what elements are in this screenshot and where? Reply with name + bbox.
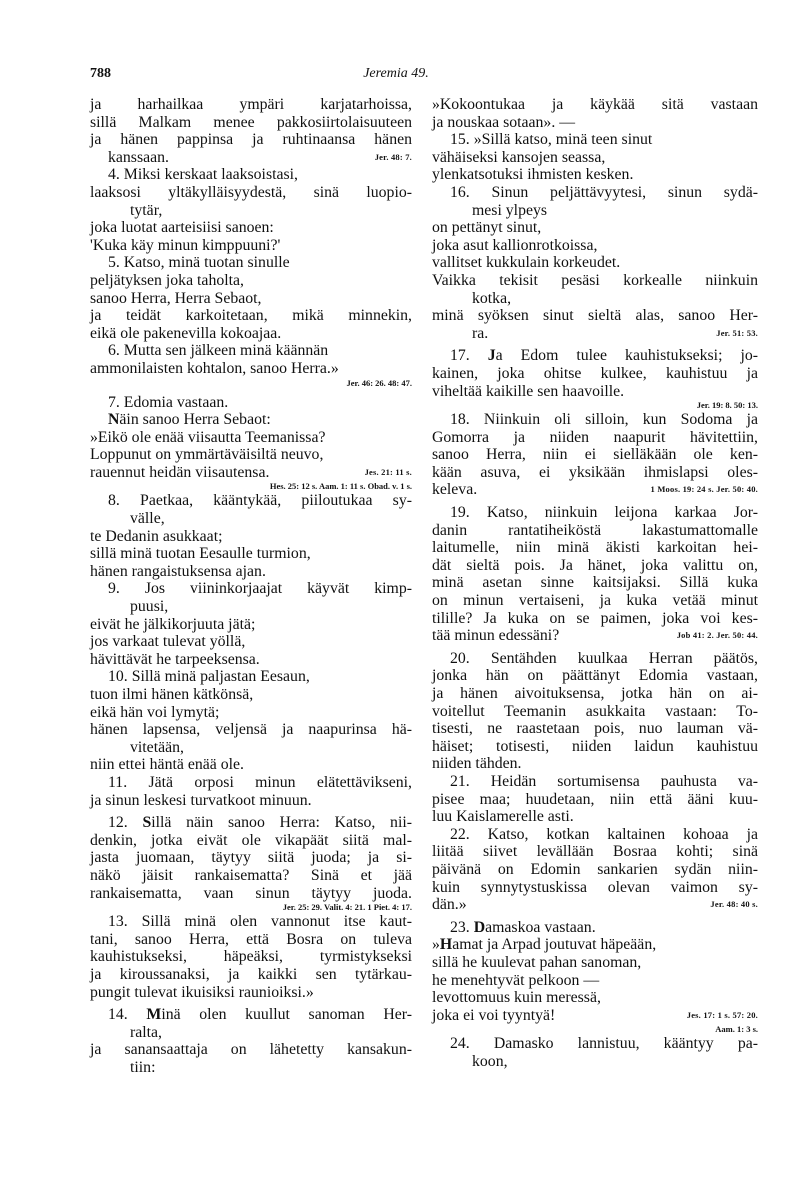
text-line bbox=[432, 896, 758, 914]
line-text: hänen lapsensa, veljensä ja naapurinsa hä- bbox=[90, 721, 412, 739]
text-line bbox=[90, 948, 412, 966]
line-text: laaksosi yltäkylläisyydestä, sinä luopio- bbox=[90, 183, 412, 201]
cross-reference: Jer. 25: 29. Valit. 4: 21. 1 Piet. 4: 17. bbox=[282, 902, 412, 913]
text-line bbox=[432, 522, 758, 540]
line-text: tisesti, ne raastetaan pois, nuo lauman vä- bbox=[432, 720, 758, 738]
line-text: voitellut Teemanin asukkaita vastaan: To- bbox=[432, 702, 758, 720]
line-text: koon, bbox=[472, 1052, 508, 1070]
text-line bbox=[90, 166, 412, 184]
text-line bbox=[432, 411, 758, 429]
text-line bbox=[432, 307, 758, 325]
text-line bbox=[90, 96, 412, 114]
text-line bbox=[90, 446, 412, 464]
line-text: 6. Mutta sen jälkeen minä käännän bbox=[108, 342, 329, 360]
text-line bbox=[432, 954, 758, 972]
line-text: 23. Damaskoa vastaan. bbox=[450, 918, 596, 936]
text-line bbox=[90, 492, 412, 510]
text-line bbox=[432, 808, 758, 826]
text-line bbox=[90, 721, 412, 739]
cross-reference: Job 41: 2. Jer. 50: 44. bbox=[676, 630, 758, 641]
text-line bbox=[432, 773, 758, 791]
cross-reference: Jer. 46: 26. 48: 47. bbox=[346, 377, 412, 388]
text-line bbox=[432, 989, 758, 1007]
text-line bbox=[432, 972, 758, 990]
text-line bbox=[90, 464, 412, 482]
line-text: dät sieltä pois. Ja hänet, joka valittu on, bbox=[432, 556, 758, 574]
text-line bbox=[432, 481, 758, 499]
text-line bbox=[90, 219, 412, 237]
text-line bbox=[432, 254, 758, 272]
line-text: Näin sanoo Herra Sebaot: bbox=[108, 411, 271, 429]
cross-reference: Jer. 51: 53. bbox=[716, 327, 758, 338]
text-line bbox=[432, 574, 758, 592]
line-text: joka asut kallionrotkoissa, bbox=[432, 236, 598, 254]
text-line bbox=[432, 429, 758, 447]
text-line bbox=[90, 580, 412, 598]
line-text: sillä he kuulevat pahan sanoman, bbox=[432, 953, 642, 971]
text-line bbox=[90, 563, 412, 581]
line-text: rauennut heidän viisautensa. bbox=[90, 463, 270, 481]
line-text: sillä Malkam menee pakkosiirtolaisuuteen bbox=[90, 113, 412, 131]
text-line bbox=[432, 347, 758, 365]
line-text: 14. Minä olen kuullut sanoman Her- bbox=[108, 1006, 412, 1024]
text-line bbox=[90, 913, 412, 931]
cross-reference: Hes. 25: 12 s. Aam. 1: 11 s. Obad. v. 1 s. bbox=[269, 481, 412, 492]
line-text: 21. Heidän sortumisensa pauhusta va- bbox=[450, 772, 758, 790]
line-text: Gomorra ja niiden naapurit hävitettiin, bbox=[432, 428, 758, 446]
line-text: päivänä on Edomin sankarien sydän niin- bbox=[432, 860, 758, 878]
line-text: on minun vertaiseni, ja kuka vetää minut bbox=[432, 592, 758, 610]
line-text: tytär, bbox=[130, 201, 163, 219]
text-line bbox=[90, 254, 412, 272]
line-text: ja sanansaattaja on lähetetty kansakun- bbox=[90, 1041, 412, 1059]
text-line bbox=[432, 826, 758, 844]
text-line bbox=[432, 166, 758, 184]
text-line bbox=[90, 545, 412, 563]
line-text: kotka, bbox=[472, 289, 512, 307]
running-header bbox=[0, 66, 792, 88]
cross-reference: 1 Moos. 19: 24 s. Jer. 50: 40. bbox=[650, 484, 758, 495]
line-text: ja sinun leskesi turvatkoot minuun. bbox=[90, 791, 312, 809]
line-text: Vaikka tekisit pesäsi korkealle niinkuin bbox=[432, 271, 758, 289]
line-text: ja hänen aivoituksensa, jotka hän on ai- bbox=[432, 685, 758, 702]
line-text: 11. Jätä orposi minun elätettävikseni, bbox=[108, 773, 412, 791]
text-line bbox=[432, 114, 758, 132]
text-line bbox=[432, 383, 758, 401]
text-line bbox=[90, 885, 412, 903]
line-text: minä asetan sinne kaitsijaksi. Sillä kuka bbox=[432, 574, 758, 592]
line-text: 5. Katso, minä tuotan sinulle bbox=[108, 254, 290, 272]
text-line bbox=[90, 616, 412, 634]
text-line bbox=[432, 504, 758, 522]
text-line bbox=[90, 756, 412, 774]
line-text: te Dedanin asukkaat; bbox=[90, 527, 223, 545]
text-line bbox=[432, 843, 758, 861]
text-line bbox=[432, 738, 758, 756]
text-line bbox=[432, 131, 758, 149]
text-line bbox=[90, 237, 412, 255]
line-text: 8. Paetkaa, kääntykää, piiloutukaa sy- bbox=[108, 492, 412, 510]
text-line bbox=[432, 539, 758, 557]
text-line bbox=[432, 1007, 758, 1025]
line-text: eivät he jälkikorjuuta jätä; bbox=[90, 615, 256, 633]
line-text: 18. Niinkuin oli silloin, kun Sodoma ja bbox=[450, 411, 758, 429]
line-text: tiin: bbox=[130, 1058, 156, 1076]
line-text: 17. Ja Edom tulee kauhistukseksi; jo- bbox=[450, 347, 758, 365]
text-line bbox=[432, 464, 758, 482]
line-text: puusi, bbox=[130, 598, 169, 616]
line-text: näkö jäisit rankaisematta? Sinä et jää bbox=[90, 866, 412, 884]
line-text: pungit tulevat ikuisiksi raunioiksi.» bbox=[90, 983, 314, 1001]
line-text: jasta juomaan, täytyy siitä juoda; ja si- bbox=[90, 849, 412, 867]
text-line bbox=[432, 685, 758, 703]
line-text: kauhistukseksi, häpeäksi, tyrmistykseksi bbox=[90, 948, 412, 966]
text-line bbox=[90, 792, 412, 810]
cross-reference: Jes. 21: 11 s. bbox=[364, 466, 412, 477]
line-text: Loppunut on ymmärtäväisiltä neuvo, bbox=[90, 446, 324, 464]
right-column bbox=[432, 96, 758, 1070]
line-text: jos varkaat tulevat yöllä, bbox=[90, 633, 246, 651]
text-line bbox=[90, 1059, 412, 1077]
text-line bbox=[90, 429, 412, 447]
line-text: sanoo Herra, Herra Sebaot, bbox=[90, 289, 262, 307]
line-text: tilille? Ja kuka on se paimen, joka voi kes- bbox=[432, 609, 758, 627]
line-text: ja hänen pappinsa ja ruhtinaansa hänen bbox=[90, 131, 412, 149]
line-text: jonka hän on päättänyt Edomia vastaan, bbox=[432, 667, 758, 685]
text-line bbox=[432, 237, 758, 255]
text-line bbox=[432, 325, 758, 343]
text-line bbox=[90, 325, 412, 343]
text-line bbox=[90, 510, 412, 528]
line-text: kuin synnytystuskissa olevan vaimon sy- bbox=[432, 878, 758, 896]
text-line bbox=[432, 184, 758, 202]
line-text: mesi ylpeys bbox=[472, 201, 548, 219]
line-text: »Eikö ole enää viisautta Teemanissa? bbox=[90, 428, 326, 446]
left-column bbox=[90, 96, 412, 1076]
text-line bbox=[90, 633, 412, 651]
line-text: ja kiroussanaksi, ja kaikki sen tytärkau- bbox=[90, 965, 412, 983]
text-line bbox=[90, 598, 412, 616]
text-line bbox=[432, 650, 758, 668]
text-line bbox=[90, 931, 412, 949]
line-text: denkin, jotka eivät ole vikapäät siitä mal- bbox=[90, 831, 412, 849]
text-line bbox=[90, 1041, 412, 1059]
text-line bbox=[90, 814, 412, 832]
text-line bbox=[90, 394, 412, 412]
line-text: 24. Damasko lannistuu, kääntyy pa- bbox=[450, 1035, 758, 1053]
page-number: 788 bbox=[90, 66, 111, 81]
line-text: kainen, joka ohitse kulkee, kauhistuu ja bbox=[432, 364, 758, 382]
text-line bbox=[90, 867, 412, 885]
text-line bbox=[90, 202, 412, 220]
line-text: liitää siivet levällään Bosraa kohti; sinä bbox=[432, 843, 758, 861]
text-line bbox=[432, 96, 758, 114]
line-text: 9. Jos viininkorjaajat käyvät kimp- bbox=[108, 580, 412, 598]
line-text: 22. Katso, kotkan kaltainen kohoaa ja bbox=[450, 825, 758, 843]
text-line bbox=[90, 651, 412, 669]
text-line bbox=[432, 879, 758, 897]
line-text: eikä hän voi lymytä; bbox=[90, 703, 220, 721]
line-text: joka ei voi tyyntyä! bbox=[432, 1006, 556, 1024]
text-line bbox=[90, 131, 412, 149]
line-text: niin ettei häntä enää ole. bbox=[90, 756, 244, 774]
line-text: rankaisematta, vaan sinun täytyy juoda. bbox=[90, 884, 412, 902]
text-line bbox=[432, 791, 758, 809]
line-text: pisee maa; huudetaan, niin että ääni kuu- bbox=[432, 790, 758, 808]
line-text: 20. Sentähden kuulkaa Herran päätös, bbox=[450, 649, 758, 667]
line-text: danin rantatiheiköstä lakastumattomalle bbox=[432, 521, 758, 539]
text-line bbox=[90, 668, 412, 686]
line-text: levottomuus kuin meressä, bbox=[432, 989, 601, 1007]
text-line bbox=[432, 219, 758, 237]
text-line bbox=[90, 1006, 412, 1024]
text-line bbox=[432, 610, 758, 628]
line-text: vitetään, bbox=[130, 738, 184, 756]
text-line bbox=[90, 704, 412, 722]
line-text: ja nouskaa sotaan». — bbox=[432, 113, 576, 131]
text-line bbox=[90, 360, 412, 378]
text-line bbox=[432, 290, 758, 308]
text-line bbox=[432, 627, 758, 645]
text-line bbox=[432, 936, 758, 954]
line-text: välle, bbox=[130, 510, 165, 528]
cross-reference: Jes. 17: 1 s. 57: 20. bbox=[686, 1009, 758, 1020]
text-line bbox=[432, 1053, 758, 1071]
text-line bbox=[432, 1035, 758, 1053]
line-text: luu Kaislamerelle asti. bbox=[432, 808, 574, 826]
line-text: 12. Sillä näin sanoo Herra: Katso, nii- bbox=[108, 814, 412, 832]
line-text: sillä minä tuotan Eesaulle turmion, bbox=[90, 545, 311, 563]
line-text: ammonilaisten kohtalon, sanoo Herra.» bbox=[90, 359, 339, 377]
text-line bbox=[432, 720, 758, 738]
line-text: ra. bbox=[472, 324, 489, 342]
text-line bbox=[90, 686, 412, 704]
line-text: sanoo Herra, niin ei sielläkään ole ken- bbox=[432, 446, 758, 464]
line-text: 13. Sillä minä olen vannonut itse kaut- bbox=[108, 913, 412, 931]
line-text: kään asuva, ei yksikään ihmislapsi oles- bbox=[432, 463, 758, 481]
text-line bbox=[432, 861, 758, 879]
line-text: dän.» bbox=[432, 896, 467, 914]
text-line bbox=[432, 755, 758, 773]
text-line bbox=[90, 1024, 412, 1042]
line-text: vallitset kukkulain korkeudet. bbox=[432, 254, 621, 272]
text-line bbox=[90, 849, 412, 867]
text-line bbox=[90, 411, 412, 429]
text-line bbox=[90, 966, 412, 984]
text-line bbox=[90, 272, 412, 290]
line-text: ralta, bbox=[130, 1023, 163, 1041]
text-line bbox=[90, 774, 412, 792]
text-line bbox=[90, 984, 412, 1002]
line-text: hävittävät he tarpeeksensa. bbox=[90, 650, 260, 668]
cross-reference: Jer. 48: 7. bbox=[374, 151, 412, 162]
line-text: laitumelle, niin minä äkisti karkoitan hei- bbox=[432, 539, 758, 557]
text-line bbox=[432, 703, 758, 721]
line-text: 10. Sillä minä paljastan Eesaun, bbox=[108, 668, 310, 686]
line-text: minä syöksen sinut sieltä alas, sanoo Her- bbox=[432, 307, 758, 325]
text-line bbox=[432, 592, 758, 610]
line-text: ylenkatsotuksi ihmisten kesken. bbox=[432, 166, 634, 184]
running-title: Jeremia 49. bbox=[363, 66, 429, 81]
line-text: he menehtyvät pelkoon — bbox=[432, 971, 600, 989]
text-line bbox=[432, 446, 758, 464]
line-text: 7. Edomia vastaan. bbox=[108, 393, 229, 411]
text-line bbox=[90, 528, 412, 546]
line-text: vähäiseksi kansojen seassa, bbox=[432, 148, 606, 166]
line-text: viheltää kaikille sen haavoille. bbox=[432, 382, 625, 400]
line-text: 4. Miksi kerskaat laaksoistasi, bbox=[108, 166, 298, 184]
text-line bbox=[90, 739, 412, 757]
line-text: kanssaan. bbox=[108, 148, 169, 166]
text-line bbox=[432, 149, 758, 167]
text-line bbox=[432, 202, 758, 220]
text-line bbox=[90, 342, 412, 360]
text-line bbox=[90, 307, 412, 325]
text-line bbox=[90, 290, 412, 308]
cross-reference: Aam. 1: 3 s. bbox=[715, 1024, 758, 1035]
line-text: häiset; totisesti, niiden laidun kauhistuu bbox=[432, 737, 758, 755]
line-text: »Hamat ja Arpad joutuvat häpeään, bbox=[432, 936, 657, 954]
text-line bbox=[90, 114, 412, 132]
text-line bbox=[432, 667, 758, 685]
line-text: »Kokoontukaa ja käykää sitä vastaan bbox=[432, 96, 758, 113]
line-text: tuon ilmi hänen kätkönsä, bbox=[90, 686, 254, 703]
text-line bbox=[90, 832, 412, 850]
text-line bbox=[432, 557, 758, 575]
line-text: tää minun edessäni? bbox=[432, 627, 560, 645]
text-line bbox=[432, 365, 758, 383]
line-text: tani, sanoo Herra, että Bosra on tuleva bbox=[90, 930, 412, 948]
text-line bbox=[90, 149, 412, 167]
line-text: ja teidät karkoitetaan, mikä minnekin, bbox=[90, 307, 412, 325]
line-text: eikä ole pakenevilla kokoajaa. bbox=[90, 324, 282, 342]
cross-reference: Jer. 48: 40 s. bbox=[710, 899, 758, 910]
cross-reference: Jer. 19: 8. 50: 13. bbox=[696, 400, 758, 411]
line-text: 15. »Sillä katso, minä teen sinut bbox=[450, 131, 653, 149]
line-text: on pettänyt sinut, bbox=[432, 219, 542, 237]
line-text: hänen rangaistuksensa ajan. bbox=[90, 562, 266, 580]
text-line bbox=[432, 272, 758, 290]
line-text: 16. Sinun peljättävyytesi, sinun sydä- bbox=[450, 183, 758, 201]
text-line bbox=[432, 919, 758, 937]
line-text: peljätyksen joka taholta, bbox=[90, 271, 244, 289]
text-line bbox=[90, 184, 412, 202]
line-text: ja harhailkaa ympäri karjatarhoissa, bbox=[90, 96, 412, 113]
line-text: 'Kuka käy minun kimppuuni?' bbox=[90, 236, 281, 254]
line-text: keleva. bbox=[432, 481, 478, 499]
line-text: 19. Katso, niinkuin leijona karkaa Jor- bbox=[450, 504, 758, 522]
line-text: niiden tähden. bbox=[432, 755, 522, 773]
line-text: joka luotat aarteisiisi sanoen: bbox=[90, 219, 274, 237]
